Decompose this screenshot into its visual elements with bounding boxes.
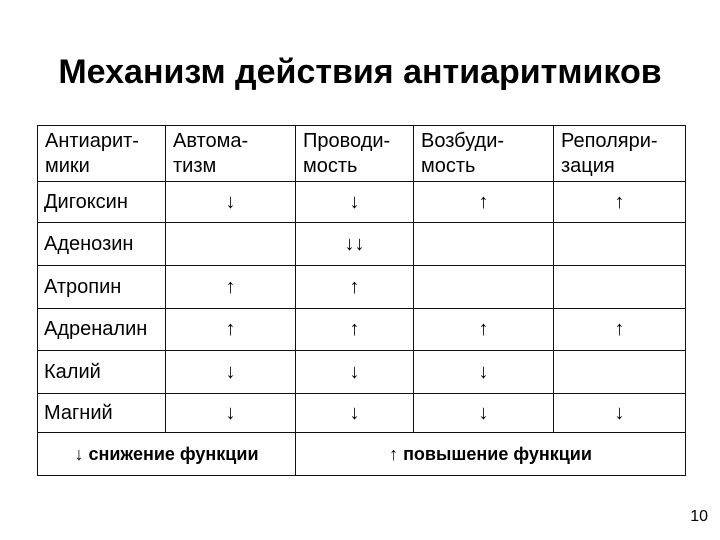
drug-name-cell: Магний (38, 394, 166, 433)
row-adenosine (38, 223, 686, 266)
header-cell-drug (38, 126, 166, 182)
row-magnesium (38, 394, 686, 433)
drug-name-cell: Адреналин (38, 309, 166, 351)
effect-cell-repolarization (554, 266, 686, 309)
legend-increase: ↑ повышение функции (296, 433, 686, 476)
header-line: тизм (173, 154, 217, 177)
slide-title: Механизм действия антиаритмиков (58, 53, 662, 91)
effect-cell-automatism (166, 223, 296, 266)
effect-cell-conduction: ↓↓ (296, 223, 414, 266)
effect-cell-automatism: ↑ (166, 266, 296, 309)
drug-name-cell: Калий (38, 351, 166, 394)
drug-name-cell: Атропин (38, 266, 166, 309)
effect-cell-repolarization: ↑ (554, 182, 686, 223)
header-line: Проводи- (303, 129, 391, 152)
header-line: Антиарит- (45, 129, 139, 152)
effect-cell-conduction: ↓ (296, 351, 414, 394)
effect-cell-automatism: ↓ (166, 351, 296, 394)
page-number: 10 (690, 508, 708, 525)
drug-name-cell: Аденозин (38, 223, 166, 266)
header-cell-conduction (296, 126, 414, 182)
effect-cell-excitability (414, 223, 554, 266)
row-potassium (38, 351, 686, 394)
header-cell-repolarization (554, 126, 686, 182)
effect-cell-excitability: ↑ (414, 309, 554, 351)
effect-cell-repolarization: ↓ (554, 394, 686, 433)
effect-cell-conduction: ↓ (296, 182, 414, 223)
effect-cell-automatism: ↓ (166, 394, 296, 433)
header-line: мики (45, 154, 90, 177)
header-cell-automatism (166, 126, 296, 182)
header-line: мость (303, 154, 358, 177)
effect-cell-excitability: ↑ (414, 182, 554, 223)
header-line: Возбуди- (421, 129, 505, 152)
effect-cell-automatism: ↓ (166, 182, 296, 223)
effect-cell-excitability: ↓ (414, 351, 554, 394)
effect-cell-repolarization (554, 223, 686, 266)
legend-decrease: ↓ снижение функции (38, 433, 296, 476)
row-adrenaline (38, 309, 686, 351)
antiarrhythmic-mechanism-table (37, 125, 686, 476)
effect-cell-conduction: ↓ (296, 394, 414, 433)
header-line: Реполяри- (561, 129, 658, 152)
effect-cell-excitability (414, 266, 554, 309)
header-line: мость (421, 154, 476, 177)
header-line: Автома- (173, 129, 249, 152)
effect-cell-automatism: ↑ (166, 309, 296, 351)
effect-cell-conduction: ↑ (296, 266, 414, 309)
legend-row (38, 433, 686, 476)
header-line: зация (561, 154, 615, 177)
row-atropine (38, 266, 686, 309)
header-row (38, 126, 686, 182)
row-digoxin (38, 182, 686, 223)
effect-cell-repolarization: ↑ (554, 309, 686, 351)
effect-cell-excitability: ↓ (414, 394, 554, 433)
drug-name-cell: Дигоксин (38, 182, 166, 223)
effect-cell-conduction: ↑ (296, 309, 414, 351)
effect-cell-repolarization (554, 351, 686, 394)
header-cell-excitability (414, 126, 554, 182)
